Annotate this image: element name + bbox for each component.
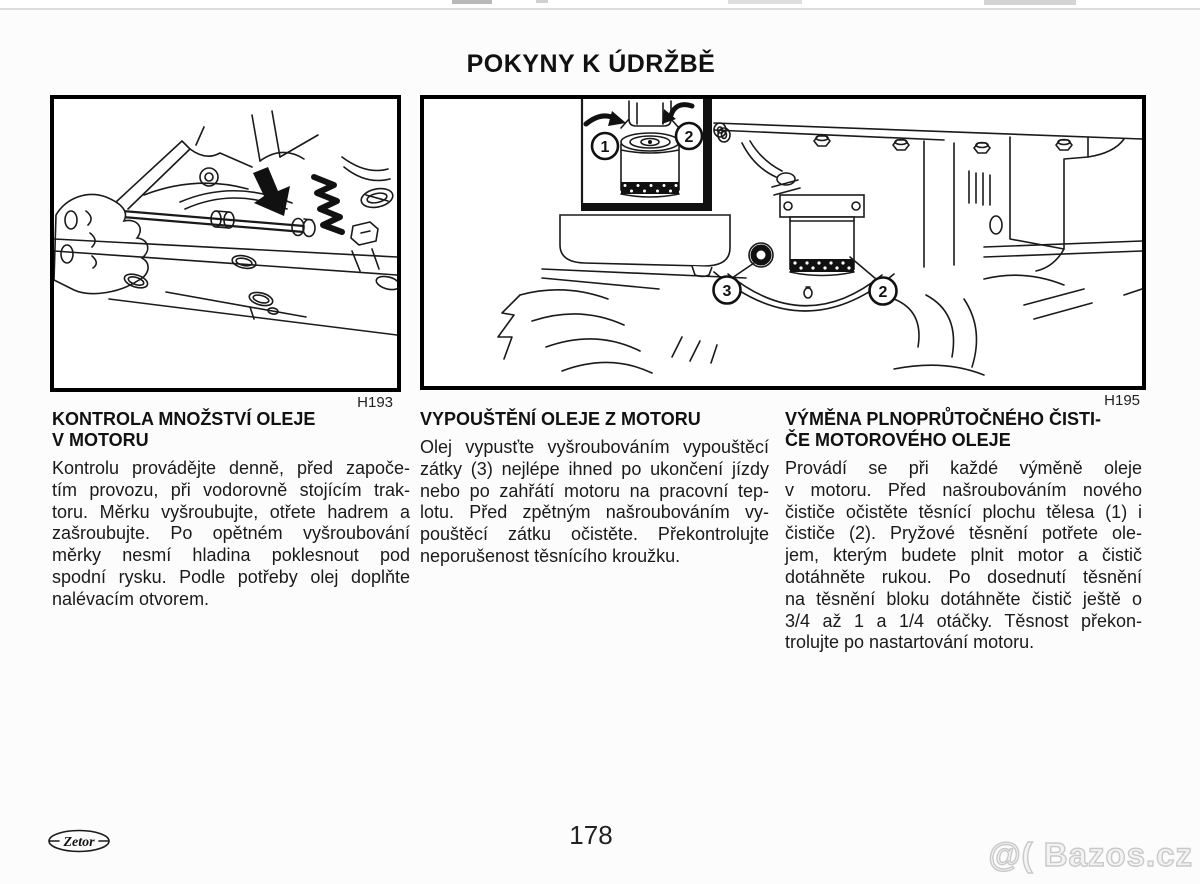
figure-oil-filter xyxy=(420,95,1146,390)
svg-text:3: 3 xyxy=(722,283,732,300)
callout-1 xyxy=(592,133,618,159)
crop-artifact xyxy=(728,0,802,4)
belt-and-cap xyxy=(342,157,395,245)
hand xyxy=(54,194,148,293)
section-body: Provádí se při každé výměně oleje v motoru. Před našroubováním nového čističe očistěte těsnící plochu tělesa (1) i čističe (2). Pryžové těsnění potřete ole- jem, kterým budete plnit motor a čistič dotáhněte rukou. Po dosednutí těsnění na těsnění bloku dotáhněte čistič ještě o 3/4 až 1 a 1/4 otáčky. Těsnost překon- trolujte po nastartování motoru. xyxy=(785,458,1142,653)
crop-artifact xyxy=(452,0,492,4)
callout-2-main xyxy=(850,257,897,305)
section-heading: VYPOUŠTĚNÍ OLEJE Z MOTORU xyxy=(420,409,701,429)
svg-text:Zetor: Zetor xyxy=(63,835,95,850)
filter-pipes xyxy=(742,141,800,195)
figure-label-h195: H195 xyxy=(1104,392,1140,409)
figure-dipstick-check xyxy=(50,95,401,392)
engine-block-right xyxy=(924,137,1142,271)
page-title: POKYNY K ÚDRŽBĚ xyxy=(466,50,716,78)
section-oil-level-check xyxy=(52,409,410,611)
top-crop-strip xyxy=(0,0,1200,10)
page-number: 178 xyxy=(569,820,613,850)
filter-inset xyxy=(581,99,726,211)
svg-text:1: 1 xyxy=(600,139,610,156)
section-body: Kontrolu provádějte denně, před započe- tím provozu, při vodorovně stojícím trak- toru. Měrku vyšroubujte, otřete hadrem a zašroubujte. Po opětném vyšroubování měrky nesmí hladina poklesnout pod spodní rysku. Podle potřeby olej doplňte nalévacím otvorem. xyxy=(52,458,410,609)
pointer-arrow-icon xyxy=(253,167,290,216)
dipstick-illustration xyxy=(54,99,397,388)
section-body: Olej vypusťte vyšroubováním vypouštěcí zátky (3) nejlépe ihned po ukončení jízdy nebo po zahřátí motoru na pracovní tep- lotu. Před zpětným našroubováním vy- pouštěcí zátku očistěte. Překontrolujte neporušenost těsnícího kroužku. xyxy=(420,437,769,566)
crop-artifact xyxy=(984,0,1076,5)
figure-label-h193: H193 xyxy=(357,394,393,411)
section-heading: KONTROLA MNOŽSTVÍ OLEJE V MOTORU xyxy=(52,409,316,450)
section-oil-draining xyxy=(420,409,769,568)
oil-filter-body xyxy=(780,195,864,276)
crop-artifact xyxy=(536,0,548,3)
section-filter-replacement xyxy=(785,409,1142,654)
section-heading: VÝMĚNA PLNOPRŮTOČNÉHO ČISTI- ČE MOTOROVÉHO OLEJE xyxy=(785,409,1102,450)
rag-background xyxy=(498,275,1142,375)
callout-2-inset xyxy=(676,123,702,149)
zetor-logo xyxy=(47,829,111,853)
callout-3 xyxy=(714,263,755,304)
valve-spring xyxy=(314,177,342,232)
oil-filter-illustration xyxy=(424,99,1142,386)
svg-text:2: 2 xyxy=(878,284,888,301)
svg-text:2: 2 xyxy=(684,129,694,146)
bazos-watermark: @( Bazos.cz xyxy=(988,836,1193,873)
fuel-tank xyxy=(542,215,746,289)
engine-underside xyxy=(714,123,1142,153)
